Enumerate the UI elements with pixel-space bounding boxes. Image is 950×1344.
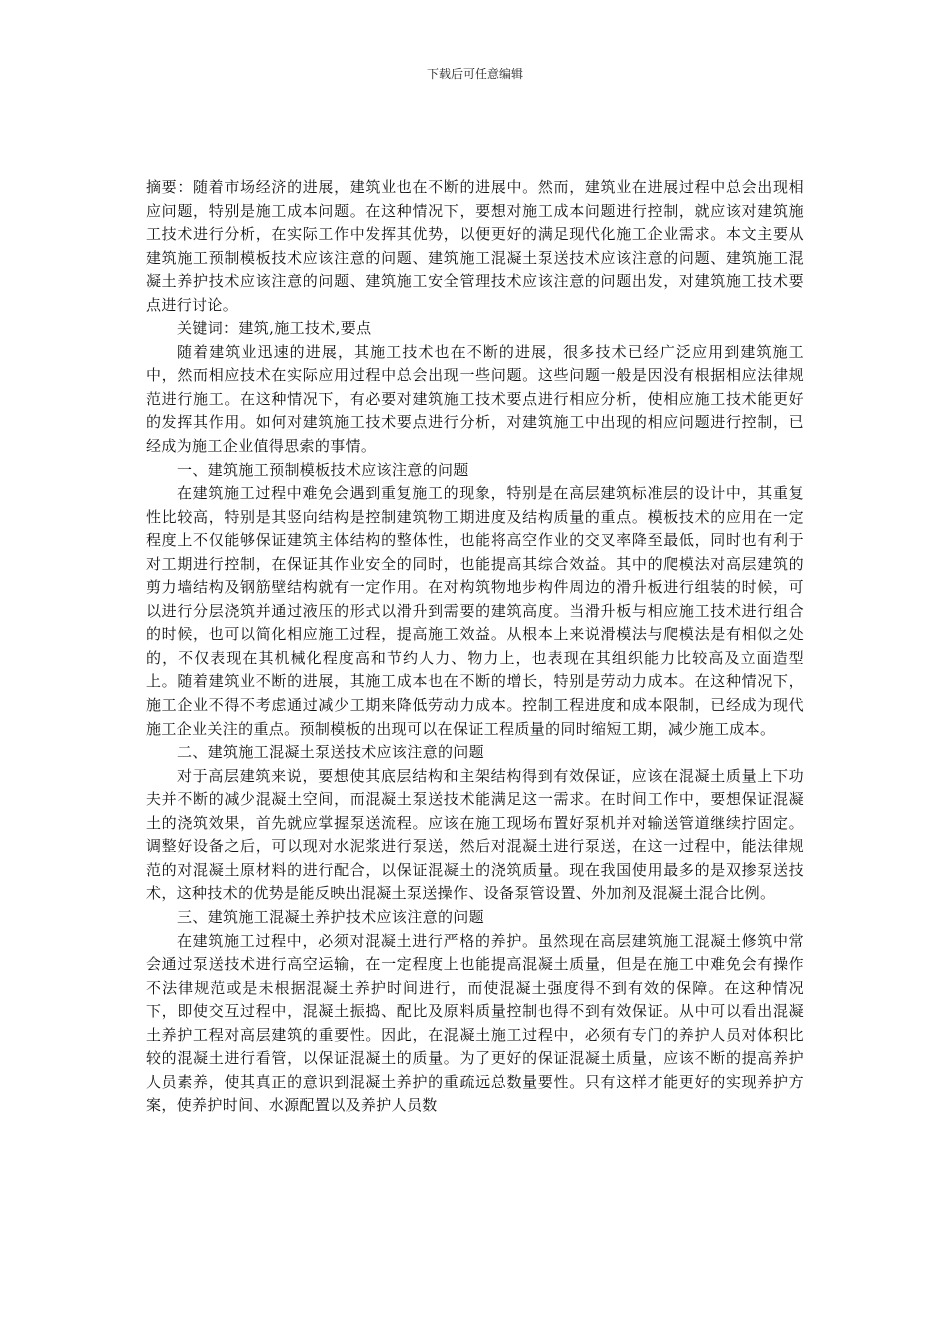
section-2-paragraph: 对于高层建筑来说，要想使其底层结构和主架结构得到有效保证，应该在混凝土质量上下功夫并不断的减少混凝土空间，而混凝土泵送技术能满足这一需求。在时间工作中，要想保证混凝土的浇筑效果，首先就应掌握泵送流程。应该在施工现场布置好泵机并对输送管道继续拧固定。调整好设备之后，可以现对水泥浆进行泵送，然后对混凝土进行泵送，在这一过程中，能法律规范的对混凝土原材料的进行配合，以保证混凝土的浇筑质量。现在我国使用最多的是双掺泵送技术，这种技术的优势是能反映出混凝土泵送操作、设备泵管设置、外加剂及混凝土混合比例。 (146, 766, 804, 903)
abstract-paragraph: 摘要：随着市场经济的进展，建筑业也在不断的进展中。然而，建筑业在进展过程中总会出现相应问题，特别是施工成本问题。在这种情况下，要想对施工成本问题进行控制，就应该对建筑施工技术进行分析，在实际工作中发挥其优势，以便更好的满足现代化施工企业需求。本文主要从建筑施工预制模板技术应该注意的问题、建筑施工混凝土泵送技术应该注意的问题、建筑施工混凝土养护技术应该注意的问题、建筑施工安全管理技术应该注意的问题出发，对建筑施工技术要点进行讨论。 (146, 178, 804, 314)
section-1-paragraph: 在建筑施工过程中难免会遇到重复施工的现象，特别是在高层建筑标准层的设计中，其重复性比较高，特别是其竖向结构是控制建筑物工期进度及结构质量的重点。模板技术的应用在一定程度上不仅能够保证建筑主体结构的整体性，也能将高空作业的交叉率降至最低，同时也有利于对工期进行控制，在保证其作业安全的同时，也能提高其综合效益。其中的爬模法对高层建筑的剪力墙结构及钢筋壁结构就有一定作用。在对构筑物地步构件周边的滑升板进行组装的时候，可以进行分层浇筑并通过液压的形式以滑升到需要的建筑高度。当滑升板与相应施工技术进行组合的时候，也可以简化相应施工过程，提高施工效益。从根本上来说滑模法与爬模法是有相似之处的，不仅表现在其机械化程度高和节约人力、物力上，也表现在其组织能力比较高及立面造型上。随着建筑业不断的进展，其施工成本也在不断的增长，特别是劳动力成本。在这种情况下，施工企业不得不考虑通过减少工期来降低劳动力成本。控制工程进度和成本限制，已经成为现代施工企业关注的重点。预制模板的出现可以在保证工程质量的同时缩短工期，减少施工成本。 (146, 484, 804, 738)
intro-paragraph: 随着建筑业迅速的进展，其施工技术也在不断的进展，很多技术已经广泛应用到建筑施工中，然而相应技术在实际应用过程中总会出现一些问题。这些问题一般是因没有根据相应法律规范进行施工。在这种情况下，有必要对建筑施工技术要点进行相应分析，使相应施工技术能更好的发挥其作用。如何对建筑施工技术要点进行分析，对建筑施工中出现的相应问题进行控制，已经成为施工企业值得思索的事情。 (146, 342, 804, 456)
section-3-paragraph: 在建筑施工过程中，必须对混凝土进行严格的养护。虽然现在高层建筑施工混凝土修筑中常会通过泵送技术进行高空运输，在一定程度上也能提高混凝土质量，但是在施工中难免会有操作不法律规范或是未根据混凝土养护时间进行，而使混凝土强度得不到有效的保障。在这种情况下，即使交互过程中，混凝土振捣、配比及原料质量控制也得不到有效保证。从中可以看出混凝土养护工程对高层建筑的重要性。因此，在混凝土施工过程中，必须有专门的养护人员对体积比较的混凝土进行看管，以保证混凝土的质量。为了更好的保证混凝土质量，应该不断的提高养护人员素养，使其真正的意识到混凝土养护的重疏远总数量要性。只有这样才能更好的实现养护方案，使养护时间、水源配置以及养护人员数 (146, 931, 804, 1115)
page-header-note: 下载后可任意编辑 (426, 67, 523, 81)
section-heading-1: 一、建筑施工预制模板技术应该注意的问题 (177, 460, 469, 479)
section-heading-2: 二、建筑施工混凝土泵送技术应该注意的问题 (177, 743, 485, 762)
document-body (146, 176, 804, 1118)
section-heading-3: 三、建筑施工混凝土养护技术应该注意的问题 (177, 907, 485, 926)
keywords-line: 关键词：建筑,施工技术,要点 (177, 319, 372, 338)
